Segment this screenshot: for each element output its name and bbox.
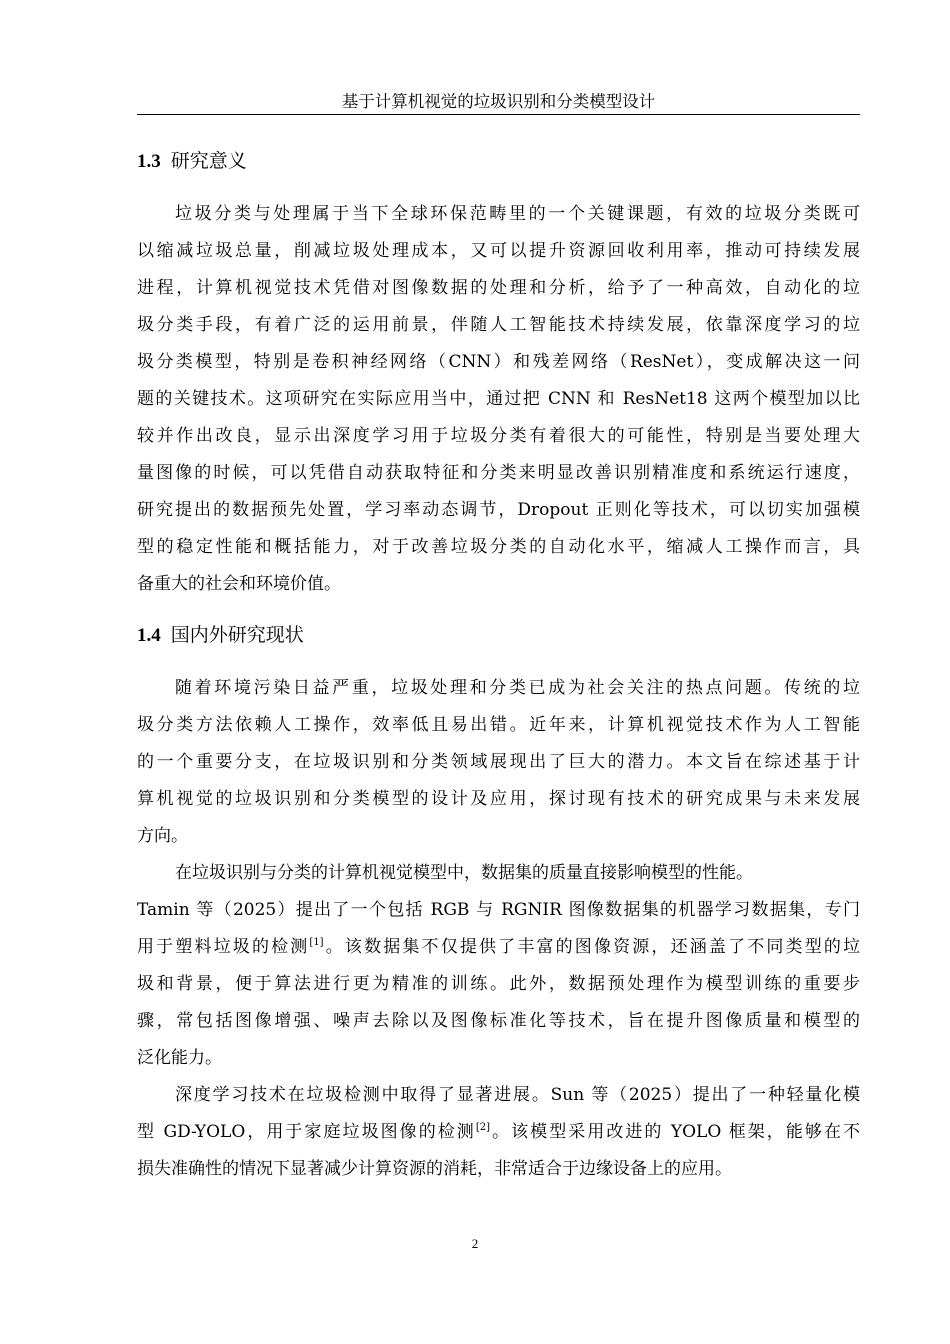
paragraph-line: 较并作出改良，显示出深度学习用于垃圾分类有着很大的可能性，特别是当要处理大 [137,426,860,446]
line-text: 型 GD-YOLO，用于家庭垃圾图像的检测 [137,1122,476,1142]
paragraph-line: 损失准确性的情况下显著减少计算资源的消耗，非常适合于边缘设备上的应用。 [137,1159,732,1179]
paragraph-line: 垃圾分类与处理属于当下全球环保范畴里的一个关键课题，有效的垃圾分类既可 [175,204,860,224]
section-heading-1-4 [137,622,304,649]
paragraph-line: 进程，计算机视觉技术凭借对图像数据的处理和分析，给予了一种高效，自动化的垃 [137,278,860,298]
section-heading-1-3 [137,148,247,175]
section-number: 1.3 [137,151,161,172]
citation-2[interactable]: [2] [475,1122,491,1133]
line-text: 。该模型采用改进的 YOLO 框架，能够在不 [490,1122,860,1142]
paragraph-line: 圾分类方法依赖人工操作，效率低且易出错。近年来，计算机视觉技术作为人工智能 [137,715,860,735]
line-text: 。该数据集不仅提供了丰富的图像资源，还涵盖了不同类型的垃 [323,937,860,957]
paragraph-line: 圾和背景，便于算法进行更为精准的训练。此外，数据预处理作为模型训练的重要步 [137,974,860,994]
paragraph-line: 圾分类模型，特别是卷积神经网络（CNN）和残差网络（ResNet），变成解决这一问 [137,352,860,372]
paragraph-line: 量图像的时候，可以凭借自动获取特征和分类来明显改善识别精准度和系统运行速度， [137,463,860,483]
citation-1[interactable]: [1] [309,937,324,948]
paragraph-line: 随着环境污染日益严重，垃圾处理和分类已成为社会关注的热点问题。传统的垃 [175,678,860,698]
paragraph-line: 方向。 [137,826,188,846]
line-text: 用于塑料垃圾的检测 [137,937,310,957]
paragraph-line: 圾分类手段，有着广泛的运用前景，伴随人工智能技术持续发展，依靠深度学习的垃 [137,315,860,335]
paragraph-line: 算机视觉的垃圾识别和分类模型的设计及应用，探讨现有技术的研究成果与未来发展 [137,789,860,809]
paragraph-line-with-citation [137,1117,860,1147]
paragraph-line: 泛化能力。 [137,1048,222,1068]
paragraph-line: 研究提出的数据预先处置，学习率动态调节，Dropout 正则化等技术，可以切实加强模 [137,500,860,520]
section-title: 研究意义 [170,150,247,172]
paragraph-line-with-citation [137,932,860,962]
header-title: 基于计算机视觉的垃圾识别和分类模型设计 [341,92,656,111]
paragraph-line: 备重大的社会和环境价值。 [137,574,341,594]
paragraph-line: 深度学习技术在垃圾检测中取得了显著进展。Sun 等（2025）提出了一种轻量化模 [175,1085,860,1105]
paragraph-line: 题的关键技术。这项研究在实际应用当中，通过把 CNN 和 ResNet18 这两个模型加以比 [137,389,860,409]
paragraph-line: 以缩减垃圾总量，削减垃圾处理成本，又可以提升资源回收利用率，推动可持续发展 [137,241,860,261]
paragraph-line: Tamin 等（2025）提出了一个包括 RGB 与 RGNIR 图像数据集的机器学习数据集，专门 [137,900,860,920]
running-header [137,89,860,115]
paragraph-line: 型的稳定性能和概括能力，对于改善垃圾分类的自动化水平，缩减人工操作而言，具 [137,537,860,557]
paragraph-line: 在垃圾识别与分类的计算机视觉模型中，数据集的质量直接影响模型的性能。 [175,863,753,883]
section-title: 国内外研究现状 [170,624,304,646]
paragraph-line: 骤，常包括图像增强、噪声去除以及图像标准化等技术，旨在提升图像质量和模型的 [137,1011,860,1031]
header-rule [137,114,860,115]
section-number: 1.4 [137,625,161,646]
paragraph-line: 的一个重要分支，在垃圾识别和分类领域展现出了巨大的潜力。本文旨在综述基于计 [137,752,860,772]
page-number: 2 [471,1236,479,1251]
